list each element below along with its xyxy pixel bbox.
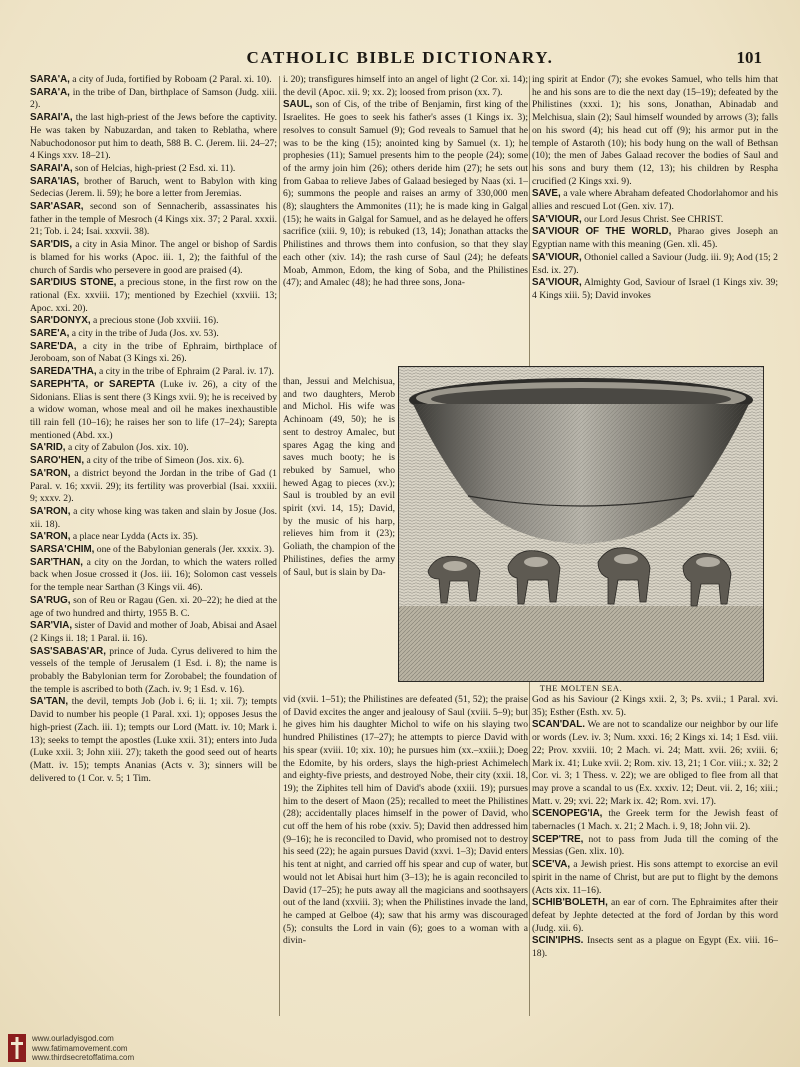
entry-headword: SCE'VA, [532,859,571,871]
page-number: 101 [736,48,762,67]
column-2-wrap-text: than, Jessui and Melchisua, and two daughters, Merob and Michol. His wife was Achinoam (49, 50); he is sent to destroy Amalec, but spares Agag the king and saves much booty; he is rebuked by Samuel, who hewed Agag to pieces (xv.); Saul is troubled by an evil spirit (xvi. 14, 15); David, by the music of his harp, relieves him from it (23); Goliath, the champion of the Philistines, defies the army of Saul, but is slain by Da- [283,376,395,578]
entry-headword: SA'RID, [30,442,66,454]
entry-text: brother of Baruch, went to Babylon with king Sedecias (Jerem. li. 59); he bore a letter from Jeremias. [30,175,277,200]
dictionary-entry [532,897,778,935]
entry-headword: SCHIB'BOLETH, [532,897,608,909]
entry-text: one of the Babylonian generals (Jer. xxxix. 3). [96,544,275,556]
dictionary-entry [283,99,528,290]
molten-sea-engraving [398,366,764,682]
cross-emblem-icon [8,1034,26,1062]
entry-headword: SA'VIOUR, [532,277,582,289]
dictionary-entry [30,455,277,468]
dictionary-entry [30,442,277,455]
entry-text: our Lord Jesus Christ. See CHRIST. [584,213,724,225]
entry-text: i. 20); transfigures himself into an angel of light (2 Cor. xi. 14); the devil (Apoc. xii. 9; xx. 2); loosed from prison (xx. 7). [283,74,528,98]
dictionary-entry [532,226,778,251]
entry-headword: SARAI'A, [30,162,73,174]
running-head [0,48,800,72]
entry-text: a district beyond the Jordan in the tribe of Gad (1 Paral. v. 16; xxvii. 29); its fertility was proverbial (Isai. xxxiii. 9; xxxv. 2). [30,467,277,505]
entry-headword: SA'RON, [30,531,71,543]
entry-headword: SAR'THAN, [30,556,83,568]
entry-text: a vale where Abraham defeated Chodorlahomor and his allies and rescued Lot (Gen. xiv. 17). [532,188,778,213]
column-1 [30,74,277,785]
dictionary-entry [30,468,277,506]
entry-text: son of Reu or Ragau (Gen. xi. 20–22); he died at the age of two hundred and thirty, 1955 B. C. [30,594,277,619]
dictionary-entry [532,214,778,227]
dictionary-entry [30,74,277,87]
dictionary-entry [30,696,277,785]
entry-text: the last high-priest of the Jews before the captivity. He was taken by Nabuzardan, and taken to Reblatha, where Nabuchodonosor put him to death, 588 B. C. (Jerem. lii. 24–27; 4 Kings xxv. 18–21). [30,112,277,162]
dictionary-entry [30,163,277,176]
entry-text: (Luke iv. 26), a city of the Sidonians. Elias is sent there (3 Kings xvii. 9); he is received by a widow woman, whose meal and oil he makes inexhaustible till rain fell (10–16); he raises her son to life (17–24); Sarepta mentioned (Abd. xx.) [30,378,277,441]
molten-sea-illustration [398,366,764,682]
dictionary-entry [30,87,277,112]
entry-headword: SARO'HEN, [30,455,85,467]
dictionary-entry [30,531,277,544]
entry-headword: SA'VIOUR OF THE WORLD, [532,226,672,238]
entry-text: Insects sent as a plague on Egypt (Ex. viii. 16–18). [532,935,778,960]
entry-headword: SARAI'A, [30,112,73,124]
dictionary-entry [30,176,277,201]
dictionary-entry [30,277,277,315]
dictionary-entry [30,506,277,531]
entry-text: a city in Asia Minor. The angel or bishop of Sardis is blamed for his works (Apoc. iii. 1, 2); the faithful of the church of Sardis who persevere in good are praised (4). [30,239,277,276]
entry-text: a city of Juda, fortified by Roboam (2 Paral. xi. 10). [72,74,272,85]
entry-text: a city in the tribe of Ephraim, birthplace of Jeroboam, son of Nabat (3 Kings xi. 26). [30,340,277,365]
entry-text: a precious stone, in the first row on the rational (Ex. xxviii. 17); mentioned by Ezechiel (xxviii. 13; Apoc. xxi. 20). [30,277,277,314]
entry-headword: SAR'ASAR, [30,201,84,213]
figure-caption: THE MOLTEN SEA. [539,683,623,693]
entry-text: We are not to scandalize our neighbor by our life or words (Lev. iv. 3; Num. xxxi. 16; 2 Kings xi. 14; 1 Esd. viii. 22; Prov. xxviii. 10; 2 Mach. vi. 24; Matt. xvii. 26; xviii. 6; Mark ix. 41; Luke xvii. 2; Rom. xiv. 13, 21; 1 Cor. viii.; x. 32; 2 Cor. vi. 3; 1 Thess. v. 22); we are obliged to flee from all that may prove a scandal to us (Ex. xxxiv. 12; Deut. vii. 2, 16; xiii.; Matt. v. 29; xvi. 22; Mark ix. 42; Rom. xvi. 17). [532,719,778,807]
dictionary-entry [532,188,778,213]
entry-text: a place near Lydda (Acts ix. 35). [72,531,199,543]
dictionary-entry [532,252,778,277]
dictionary-entry [30,112,277,163]
entry-text: ing spirit at Endor (7); she evokes Samuel, who tells him that he and his sons are to die the next day (15–19); defeated by the Philistines (xxxi. 1); his sons, Jonathan, Abinadab and Melchisua, slain (2); Saul himself wounded by arrows (3); falls on his sword (4); his head cut off (9); his armor put in the temple of Astaroth (10); his body hung on the wall of Bethsan (10); the men of Jabes Galaad recover the bodies of Saul and his sons and bury them (12, 13); his children by Respha crucified (2 Kings xxi. 9). [532,74,778,187]
entry-headword: SAR'DONYX, [30,315,91,327]
entry-text: in the tribe of Dan, birthplace of Samson (Judg. xiii. 2). [30,86,277,111]
entry-text: Almighty God, Saviour of Israel (1 Kings xiv. 39; 4 Kings xiii. 5); David invokes [532,277,778,301]
dictionary-entry [30,201,277,239]
column-2-bottom: vid (xvii. 1–51); the Philistines are defeated (51, 52); the praise of David excites the anger and jealousy of Saul (xviii. 5–9); but he gives him his daughter Michol to wife on his slaying two hundred Philistines (17–27); he attempts to pierce David with his spear (xviii. 10; xix. 10); he pursues him (xx.–xxiii.); Doeg the Edomite, by his orders, slays the high-priest Achimelech and eighty-five priests, and destroyed Nobe, their city (xxii. 18, 19); the Ziphites tell him of David's abode (xxiii. 19); pursues him to the desert of Maon (25); recalled to meet the Philistines (28); accidentally places himself in the power of David, who cut off the hem of his robe (xxiv. 5); David then addressed him (9–16); he is reconciled to David, who promised not to destroy his seed (22); he again pursues David (xxvi. 1–3); David enters his tent at night, and carried off his spear and cup of water, but would not let Abisai hurt him (3–13); he is again reconciled to David (17–25); he puts away all the magicians and soothsayers out of the land (xxviii. 3); when the Philistines invade the land, he camped at Gelboe (4); saw that his army was discouraged (5); consults the Lord in vain (6); goes to a woman with a divin- [283,694,528,947]
entry-headword: SAVE, [532,188,561,200]
dictionary-entry [532,859,778,897]
entry-text: son of Cis, of the tribe of Benjamin, first king of the Israelites. He goes to seek his father's asses (1 Kings ix. 3); resolves to consult Samuel (9); God reveals to Samuel that he was to be the king (15); anointed king by Samuel (x. 1); he prophesies (11); Samuel presents him to the people (24); some of the army join him (26); others deride him (27); he sets out from Gabaa to relieve Jabes of Galaad besieged by Naas (xi. 1–6); summons the people and raises an army of 330,000 men (8); slaughters the Ammonites (11); he is made king in Galgal (15); he waits in Galgal for Samuel, and as he delayed he offers sacrifice (xiii. 9, 10); is rebuked (13, 14); Jonathan attacks the Philistines and throws them into confusion, so that they slay each other (xiv. 14); the rash curse of Saul (24); he defeats Moab, Ammon, Edom, the king of Soba, and the Philistines (47); and Amalec (48); he had three sons, Jona- [283,99,528,289]
entry-headword: SAS'SABAS'AR, [30,645,106,657]
entry-headword: SARE'A, [30,328,70,340]
dictionary-entry [532,719,778,808]
column-3-top [532,74,778,364]
footer-link[interactable]: www.ourladyisgod.com [32,1034,114,1043]
dictionary-entry [30,239,277,277]
entry-headword: SCIN'IPHS. [532,935,584,947]
entry-headword: SAR'DIUS STONE, [30,277,117,289]
entry-headword: SAUL, [283,99,313,111]
entry-headword: SARSA'CHIM, [30,544,95,556]
footer [8,1034,268,1064]
entry-text: the devil, tempts Job (Job i. 6; ii. 1; xii. 7); tempts David to number his people (1 Paral. xxi. 1); opposes Jesus the high-priest (Zach. iii. 1); tempts our Lord (Matt. iv. 10; Mark i. 13); seeks to tempt the apostles (Luke xxii. 31); enters into Juda (Luke xxii. 3; John xiii. 27); taketh the good seed out of hearts (Matt. iv. 15); tempts Ananias (Acts v. 3); sinners will be delivered to (1 Cor. v. 5; 1 Tim. [30,696,277,784]
entry-headword: SCAN'DAL. [532,719,585,731]
entry-text: a city on the Jordan, to which the waters rolled back when Josue crossed it (Jos. iii. 16); Solomon cast vessels for the temple near Sarthan (3 Kings vii. 46). [30,556,277,594]
entry-headword: SAREDA'THA, [30,366,97,378]
entry-headword: SA'TAN, [30,696,69,708]
entry-headword: SAREPH'TA, or SAREPTA [30,378,156,390]
entry-text: Othoniel called a Saviour (Judg. iii. 9); Aod (15; 2 Esd. ix. 27). [532,251,778,276]
entry-text: Pharao gives Joseph an Egyptian name with this meaning (Gen. xli. 45). [532,226,778,251]
entry-headword: SA'VIOUR, [532,213,582,225]
entry-text: second son of Sennacherib, assassinates his father in the temple of Mesroch (4 Kings xix. 37; 2 Paral. xxxii. 21; Tob. i. 24; Isai. xxxvii. 38). [30,201,277,238]
dictionary-entry [532,808,778,833]
entry-text: a city of the tribe of Simeon (Jos. xix. 6). [86,455,245,467]
dictionary-entry [532,834,778,859]
entry-headword: SARA'IAS, [30,175,80,187]
entry-text: a Jewish priest. His sons attempt to exorcise an evil spirit in the name of Christ, but are put to flight by the demons (Acts xix. 11–16). [532,859,778,896]
entry-headword: SCENOPEG'IA, [532,808,603,820]
entry-text: not to pass from Juda till the coming of the Messias (Gen. xlix. 10). [532,833,778,858]
entry-text: an ear of corn. The Ephraimites after their defeat by Jephte detected at the ford of Jordan by this word (Judg. xii. 6). [532,897,778,934]
entry-text: a city whose king was taken and slain by Josue (Jos. xii. 18). [30,505,277,530]
dictionary-entry [532,74,778,188]
entry-text: God as his Saviour (2 Kings xxii. 2, 3; Ps. xvii.; 1 Paral. xvi. 35); Esther (Esth. xv. 5). [532,694,778,718]
footer-link[interactable]: www.fatimamovement.com [32,1043,128,1053]
entry-headword: SCEP'TRE, [532,833,584,845]
dictionary-entry [30,620,277,645]
dictionary-entry [30,366,277,379]
entry-headword: SAR'VIA, [30,620,73,632]
entry-text: prince of Juda. Cyrus delivered to him the vessels of the temple of Jerusalem (1 Esd. i. 8); the name is probably the Babylonian term for Zorobabel; the foundation of the temple is ascribed to both (Zach. iv. 9; 1 Esd. v. 16). [30,645,277,695]
column-divider [279,76,280,1016]
page-title: CATHOLIC BIBLE DICTIONARY. [246,48,554,67]
dictionary-entry [532,277,778,302]
dictionary-entry [30,341,277,366]
entry-headword: SA'RUG, [30,594,71,606]
footer-links [32,1034,134,1063]
dictionary-entry [30,544,277,557]
entry-text: son of Helcias, high-priest (2 Esd. xi. 11). [75,162,236,174]
entry-text: sister of David and mother of Joab, Abisai and Asael (2 Kings ii. 18; 1 Paral. ii. 16). [30,620,277,644]
dictionary-entry [30,315,277,328]
entry-text: a city in the tribe of Ephraim (2 Paral. iv. 17). [98,366,274,378]
dictionary-entry [30,328,277,341]
entry-text: the Greek term for the Jewish feast of tabernacles (1 Mach. x. 21; 2 Mach. i. 9, 18; John vii. 2). [532,808,778,833]
column-2-top [283,74,528,374]
entry-headword: SARA'A, [30,74,70,85]
dictionary-entry [532,694,778,719]
dictionary-entry [30,557,277,595]
dictionary-entry [283,74,528,99]
entry-text: a city in the tribe of Juda (Jos. xv. 53). [71,328,219,340]
column-3-bottom [532,694,778,961]
dictionary-entry [30,595,277,620]
entry-headword: SARA'A, [30,86,70,98]
entry-headword: SARE'DA, [30,340,77,352]
dictionary-entry [30,379,277,443]
dictionary-entry [532,935,778,960]
entry-text: a precious stone (Job xxviii. 16). [92,315,219,327]
entry-headword: SA'RON, [30,505,71,517]
footer-link[interactable]: www.thirdsecretoffatima.com [32,1053,135,1062]
entry-headword: SAR'DIS, [30,239,73,251]
entry-text: a city of Zabulon (Jos. xix. 10). [67,442,189,454]
dictionary-entry [30,646,277,697]
entry-headword: SA'VIOUR, [532,251,582,263]
entry-headword: SA'RON, [30,467,71,479]
